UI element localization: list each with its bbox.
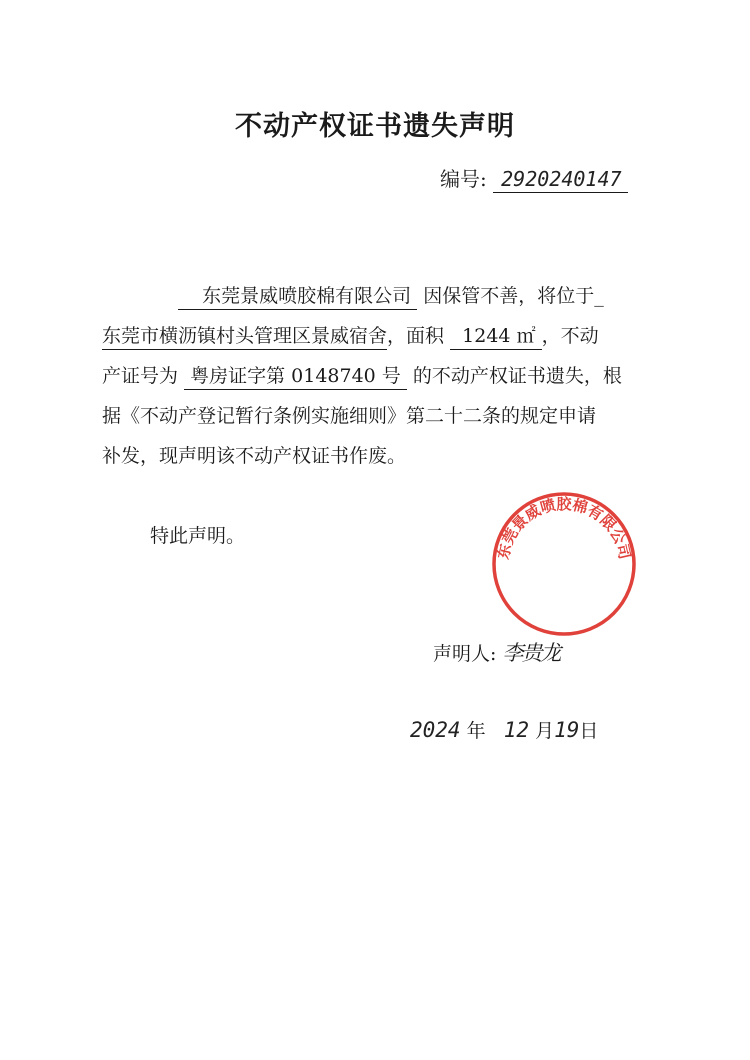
property-address: 东莞市横沥镇村头管理区景威宿舍 (102, 325, 387, 350)
body-text-3: ，不动 (541, 325, 599, 347)
document-number-row (440, 163, 628, 193)
body-text-5: 的不动产权证书遗失，根 (412, 365, 622, 387)
body-text-2: ，面积 (387, 325, 445, 347)
body-text-1: 因保管不善，将位于 (423, 285, 595, 307)
body-line-1 (178, 283, 604, 309)
body-line-5: 补发，现声明该不动产权证书作废。 (102, 445, 407, 467)
date-day: 19 (554, 718, 580, 742)
declarant-row (433, 640, 559, 667)
body-line-3 (102, 363, 622, 389)
seal-ring (494, 494, 634, 634)
company-name: 东莞景威喷胶棉有限公司 (178, 285, 417, 310)
declarant-label: 声明人: (433, 643, 497, 665)
date-day-unit: 日 (579, 720, 599, 742)
property-area: 1244 ㎡ (450, 325, 542, 350)
closing-statement: 特此声明。 (150, 525, 246, 547)
date-year: 2024 (410, 718, 461, 742)
body-text-4: 产证号为 (102, 365, 179, 387)
number-label: 编号: (440, 167, 487, 191)
date-month: 12 (503, 718, 530, 742)
date-year-unit: 年 (466, 720, 486, 742)
date-month-unit: 月 (535, 720, 555, 742)
date-row (410, 716, 598, 743)
body-line-2 (102, 323, 599, 349)
certificate-number: 粤房证字第 0148740 号 (184, 365, 407, 390)
seal-text: 东莞景威喷胶棉有限公司 (494, 495, 634, 561)
company-seal (490, 490, 638, 638)
body-line-4: 据《不动产登记暂行条例实施细则》第二十二条的规定申请 (102, 405, 597, 427)
document-title: 不动产权证书遗失声明 (235, 111, 515, 142)
body-text-1-tail: _ (594, 285, 604, 307)
declarant-signature: 李贵龙 (502, 641, 560, 665)
number-value: 2920240147 (493, 167, 627, 193)
